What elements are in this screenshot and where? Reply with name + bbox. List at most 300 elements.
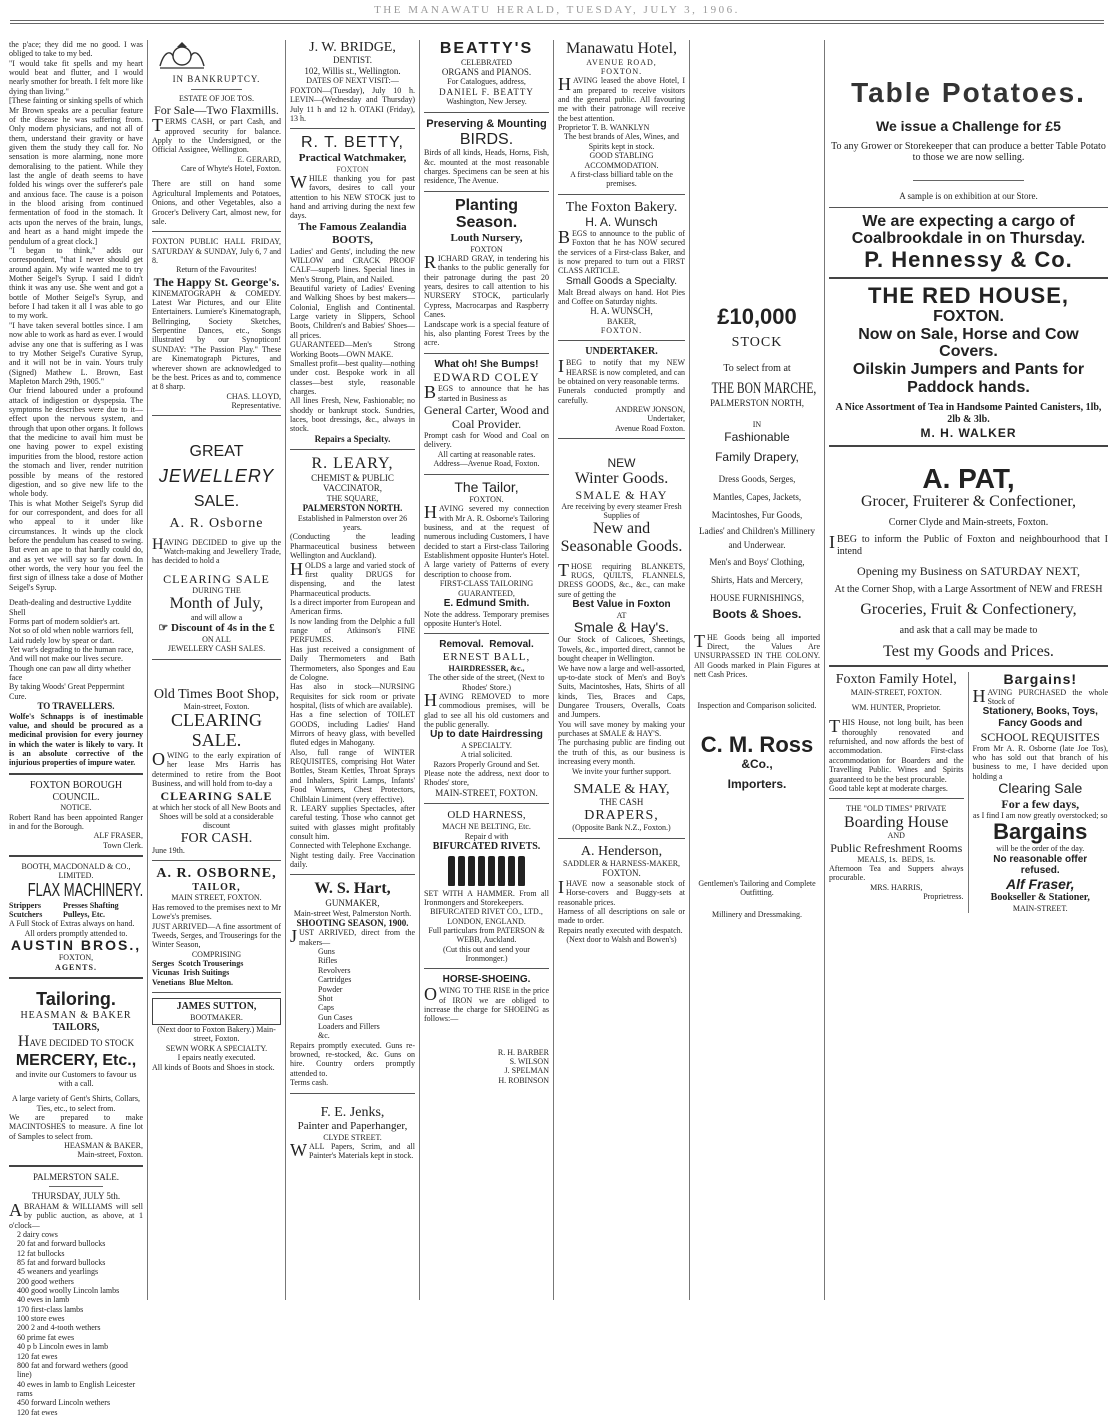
list-item: 120 fat ewes bbox=[17, 1351, 58, 1361]
ad-text: Established in Palmerston over 26 years. bbox=[297, 513, 408, 533]
ad-text: BOOTMAKER. bbox=[190, 1012, 243, 1022]
ad-text: A large variety of Gent's Shirts, Collars, Ties, etc., to select from. bbox=[12, 1094, 140, 1113]
bottom-ads bbox=[829, 672, 1108, 913]
ad-heading: THURSDAY, JULY 5th. bbox=[31, 1191, 121, 1202]
column-6 bbox=[690, 40, 825, 1300]
ad-text: June 19th. bbox=[152, 846, 185, 856]
signature: HEASMAN & BAKER, bbox=[64, 1141, 143, 1151]
verse-line: Not so of old when noble warriors fell, bbox=[9, 626, 134, 636]
article-text: This is what Mother Seigel's Syrup did for our correspondent, and does for all who appeal to it under like circumstances. It winds up the clock before the pendulum has ceased to swing. But even an ape to that hardly could do, and as yet we will say so far down. In other words, the very hour you feel the first sign of illness take a dose of Mother Seigel's Syrup. bbox=[9, 498, 143, 592]
ad-text: JUST ARRIVED, direct from the makers— bbox=[290, 926, 415, 947]
divider bbox=[829, 207, 1108, 208]
signature: ALF FRASER, bbox=[93, 831, 143, 841]
ad-title: A. PAT, bbox=[922, 462, 1015, 494]
ad-text: MACH NE BELTING, Etc. bbox=[442, 822, 531, 832]
ad-text: THIS House, not long built, has been thoroughly renovated and refurnished, and now affords the best of accommodation. First-class accommodation for Boarders and the Travelling Public. Wines and Spirits guaranteed to be the best procurable. bbox=[829, 716, 964, 784]
list-item: 40 p b Lincoln ewes in lamb bbox=[17, 1342, 109, 1352]
ad-text: and will allow a bbox=[190, 612, 243, 622]
ad-heading: NOTICE. bbox=[60, 803, 92, 813]
ad-title: Month of July, bbox=[169, 595, 264, 613]
article-text: Our friend laboured under a profound attack of indigestion or dyspepsia. The symptoms he describes were due to it—effect upon the nervous system, and through that upon other organs. It follows that the medicine to avail him must be one having power to expel existing impurities from the blood, restore action the stomach and liver, render nutrition possible by means of the restored digestion, and so give new life to the whole body. bbox=[9, 386, 143, 499]
list-item: 100 store ewes bbox=[17, 1314, 65, 1324]
ad-heading: SHOOTING SEASON, 1900. bbox=[296, 917, 409, 928]
list-item: 2 dairy cows bbox=[17, 1229, 58, 1239]
ad-heading: HAIRDRESSER, &c., bbox=[448, 663, 525, 673]
ad-text: Razors Properly Ground and Set. bbox=[433, 759, 540, 769]
ad-heading: TAILOR, bbox=[192, 881, 241, 893]
ad-text: (Opposite Bank N.Z., Foxton.) bbox=[572, 823, 671, 833]
ad-title: MERCERY, Etc., bbox=[15, 1051, 137, 1069]
divider bbox=[829, 445, 1108, 447]
ad-text: HAVING leased the above Hotel, I am prepared to receive visitors and the general public. All favouring me with their patronage will receive the best attention. bbox=[558, 74, 685, 123]
ad-title: New and Seasonable Goods. bbox=[560, 520, 683, 556]
divider bbox=[49, 1186, 103, 1187]
divider bbox=[290, 449, 415, 450]
signature: E. GERARD, bbox=[237, 154, 281, 164]
ad-title: For Sale—Two Flaxmills. bbox=[154, 103, 279, 118]
ad-text: (Cut this out and send your Ironmonger.) bbox=[443, 944, 530, 964]
list-item: 40 ewes in lamb to English Leicester rams bbox=[17, 1379, 136, 1398]
ad-heading: BOOTH, MACDONALD & CO., LIMITED. bbox=[21, 862, 131, 881]
ad-text: Has just received a consignment of Daily Thermometers and Bath Thermometers, also Sponges and Eau de Cologne. bbox=[290, 644, 415, 682]
divider bbox=[9, 855, 143, 857]
ad-text: FOXTON bbox=[470, 244, 503, 254]
signature: Town Clerk. bbox=[103, 840, 143, 850]
ad-text: HOLDS a large and varied stock of first quality DRUGS for dispensing, and the latest Pharmaceutical products. bbox=[290, 558, 415, 598]
divider bbox=[152, 415, 281, 416]
ad-title: £10,000 bbox=[717, 304, 797, 329]
column-2 bbox=[148, 40, 286, 1300]
list-item: 20 fat and forward bullocks bbox=[17, 1239, 106, 1249]
ad-title: HORSE-SHOEING. bbox=[442, 974, 531, 986]
ad-heading bbox=[9, 881, 143, 901]
ad-text: SEWN WORK A SPECIALTY. bbox=[165, 1043, 268, 1053]
ad-text: We are prepared to make MACINTOSHES to measure. A fine lot of Samples to select from. bbox=[9, 1112, 143, 1141]
ad-text: FOXTON. bbox=[602, 868, 641, 879]
list-item: Ladies' and Children's Millinery and Underwear. bbox=[699, 525, 815, 551]
ad-row bbox=[9, 901, 143, 920]
ad-text: Address—Avenue Road, Foxton. bbox=[433, 459, 540, 469]
divider bbox=[152, 659, 281, 660]
signature: Undertaker, bbox=[647, 414, 685, 424]
ad-text: The purchasing public are finding out the truth of this, as our business is increasing every month. bbox=[558, 738, 685, 767]
ad-title: R. LEARY, bbox=[311, 455, 394, 473]
ad-text: THE CASH bbox=[599, 797, 644, 808]
ad-title: Opening my Business on SATURDAY NEXT, bbox=[857, 563, 1080, 578]
column-1 bbox=[5, 40, 148, 1417]
ad-text: Malt Bread always on hand. Hot Pies and Coffee on Saturday nights. bbox=[558, 287, 685, 306]
ad-text: RICHARD GRAY, in tendering his thanks to the public generally for their patronage during the past 20 years, desires to call attention to his NURSERY STOCK, particularly Cypress, Macrocarpas and Raspberry Canes. bbox=[424, 252, 549, 320]
ad-text: Robert Rand has been appointed Ranger in and for the Borough. bbox=[9, 812, 143, 831]
royal-crest-icon bbox=[152, 40, 212, 70]
ad-title: For a few days, bbox=[1001, 796, 1080, 811]
ad-text: Has a fine selection of TOILET GOODS, including Ladies' Hand Mirrors of heavy glass, with bevelled fluted edges in Mahogany. bbox=[290, 710, 415, 748]
ad-title: NEW bbox=[607, 456, 636, 471]
ad-title: THE BON MARCHE, bbox=[711, 380, 817, 398]
ad-title: Bargains! bbox=[1003, 671, 1078, 688]
ad-heading: ORGANS and PIANOS. bbox=[441, 66, 532, 77]
ad-text: (Conducting the leading Pharmaceutical business between Wellington and Auckland). bbox=[290, 532, 415, 561]
ad-text: There are still on hand some Agricultural Implements and Potatoes, Onions, and other Vegetables, also a Grocer's Delivery Cart, almost new, for sale. bbox=[152, 179, 281, 226]
ad-text: Good table kept at moderate charges. bbox=[829, 783, 948, 793]
ad-title: GREAT bbox=[189, 443, 244, 461]
ad-heading: ESTATE OF JOE TOS. bbox=[178, 93, 255, 103]
spacer bbox=[694, 40, 820, 305]
list-item: 120 fat ewes bbox=[17, 1407, 58, 1417]
ad-title: C. M. Ross bbox=[700, 731, 814, 757]
ad-title: A. R. OSBORNE, bbox=[156, 866, 277, 882]
signature: MRS. HARRIS, bbox=[870, 882, 923, 892]
spacer bbox=[694, 791, 820, 813]
ad-title: FOXTON. bbox=[933, 308, 1004, 326]
ad-text: MAIN-STREET. bbox=[1012, 903, 1068, 913]
ad-title: Now on Sale, Horse and Cow Covers. bbox=[858, 325, 1079, 361]
ad-text: Beautiful variety of Ladies' Evening and Walking Shoes by best makers—Colonial, English and Continental. Large variety in Slippers, School Boots, Children's and Babies' Shoes—all prices. bbox=[290, 283, 415, 340]
ad-title: FOR CASH. bbox=[180, 830, 253, 846]
ad-text: All orders promptly attended to. bbox=[24, 928, 128, 938]
ad-text: GOOD STABLING ACCOMMODATION. bbox=[584, 151, 659, 170]
ad-text: R. LEARY supplies Spectacles, after careful testing. Those who cannot get suited with glasses might profitably consult him. bbox=[290, 803, 415, 841]
ad-title: Removal. Removal. bbox=[439, 639, 534, 651]
verse-line: Laid rudely low by spear or dart. bbox=[9, 635, 115, 645]
ad-text: JUST ARRIVED—A fine assortment of Tweeds, Serges, and Trouserings for the Winter Season, bbox=[152, 921, 281, 950]
masthead bbox=[0, 4, 1114, 38]
ad-text: HAVING PURCHASED the whole Stock of bbox=[972, 685, 1108, 706]
ad-text: Afternoon Tea and Suppers always procurable. bbox=[829, 863, 964, 883]
ad-text: MAIN-STREET, FOXTON. bbox=[850, 687, 942, 697]
list-item: Guns bbox=[318, 947, 335, 957]
list-item: Revolvers bbox=[318, 965, 351, 975]
list-item: Gun Cases bbox=[318, 1012, 353, 1022]
ad-title: DRAPERS, bbox=[584, 807, 659, 823]
signature: Care of Whyte's Hotel, Foxton. bbox=[181, 164, 281, 174]
ad-title: F. E. Jenks, bbox=[320, 1104, 385, 1120]
ad-box bbox=[152, 998, 281, 1025]
ad-heading: Repairs a Specialty. bbox=[314, 433, 391, 444]
ad-text: Connected with Telephone Exchange. bbox=[290, 841, 412, 851]
list-item: 45 weaners and yearlings bbox=[17, 1267, 99, 1277]
ad-text: Is a direct importer from European and American firms. bbox=[290, 597, 415, 617]
ad-text: Gentlemen's Tailoring and Complete Outfitting. bbox=[698, 879, 816, 898]
ad-title: Preserving & Mounting bbox=[426, 117, 547, 130]
divider bbox=[558, 340, 685, 341]
ad-text: The other side of the street, (Next to Rhodes' Store.) bbox=[428, 673, 545, 692]
ad-title: BIRDS. bbox=[459, 130, 514, 148]
ad-text: (Next door to Foxton Bakery.) Main-street, Foxton. bbox=[157, 1025, 276, 1044]
ad-text: Wolfe's Schnapps is of inestimable value, and should be procured as a medicinal provision for every journey in which the water is likely to vary. It is an absolute corrective of the injurious properties of impure water. bbox=[9, 711, 143, 768]
spacer bbox=[829, 452, 1108, 464]
ad-text: For Catalogues, address, bbox=[447, 77, 526, 87]
ad-title: STOCK bbox=[731, 335, 783, 351]
ad-title: The Happy St. George's. bbox=[153, 274, 280, 289]
ad-text: IN bbox=[752, 420, 762, 430]
ad-text: Serges Scotch Trouserings Vicunas Irish Suitings Venetians Blue Melton. bbox=[152, 958, 244, 987]
divider bbox=[152, 860, 281, 861]
column-7 bbox=[825, 40, 1112, 1300]
signature: Proprietress. bbox=[923, 892, 964, 902]
spacer bbox=[694, 711, 820, 733]
ad-text: DATES OF NEXT VISIT:— bbox=[306, 76, 399, 86]
ad-title: CLEARING SALE bbox=[160, 788, 273, 803]
ad-heading: TAILORS, bbox=[52, 1021, 100, 1033]
ad-title: Tailoring. bbox=[36, 989, 116, 1010]
ad-text: At the Corner Shop, with a Large Assortment of NEW and FRESH bbox=[834, 583, 1103, 595]
spacer bbox=[694, 351, 820, 363]
spacer bbox=[424, 1036, 549, 1048]
ad-text: and invite our Customers to favour us with a call. bbox=[15, 1069, 137, 1088]
ad-text: Smallest profit—best quality—nothing under cost. Bespoke work in all classes—best style, reasonable charges. bbox=[290, 358, 415, 396]
ad-text: BEGS to announce to the public of Foxton that he has NOW secured the services of a First-class Baker, and is now prepared to turn out a FIRST CLASS ARTICLE. bbox=[558, 227, 685, 276]
ad-title: SMALE & HAY, bbox=[573, 781, 670, 797]
spacer bbox=[694, 621, 820, 633]
list-item: 450 forward Lincoln wethers bbox=[17, 1398, 111, 1408]
ad-title: THE RED HOUSE, bbox=[867, 283, 1070, 309]
ad-text: WHILE thanking you for past favors, desires to call your attention to his NEW STOCK just to hand and arriving during the next few days. bbox=[290, 172, 415, 221]
list-item: 12 fat bullocks bbox=[17, 1248, 65, 1258]
ad-heading: CHEMIST & PUBLIC VACCINATOR, bbox=[311, 472, 394, 494]
ad-text: Millinery and Dressmaking. bbox=[712, 909, 802, 919]
ad-title: J. W. BRIDGE, bbox=[309, 40, 396, 55]
ad-text: FOXTON. bbox=[600, 66, 643, 76]
list-item: Loaders and Fillers bbox=[318, 1021, 380, 1031]
divider bbox=[9, 1165, 143, 1167]
ad-title: We issue a Challenge for £5 bbox=[876, 118, 1061, 135]
article-text: [These fainting or sinking spells of which Mr Brown speaks are a peculiar feature of the disease he was suffering from. Only modern physicians, and not all of them, understand their gravity or have given them the study they call for. No sensation is more alarming, none more demoralising to the patient. While they last the angle of death seems to have folded his wings over the sufferer's pale and anxious face. The cause is a poison in the blood arising from continued fermentation of food in the stomach. It acts upon the nerves of the brain, lungs, and heart as a hand might impede the pendulum of a great clock.] bbox=[9, 96, 143, 246]
list-item: 40 ewes in lamb bbox=[17, 1295, 70, 1305]
ad-text: Prompt cash for Wood and Coal on delivery. bbox=[424, 431, 549, 450]
ad-title: Up to date Hairdressing bbox=[430, 729, 543, 741]
ad-heading: DENTIST. bbox=[332, 55, 373, 66]
verse-line: Forms part of modern soldier's art. bbox=[9, 616, 120, 626]
ad-text: From Mr A. R. Osborne (late Joe Tos), who has sold out that branch of his business to me, I have decided upon holding a bbox=[972, 743, 1108, 781]
list-item: Rifles bbox=[318, 956, 338, 966]
ad-title: OLD HARNESS, bbox=[447, 809, 526, 822]
ad-title: Old Times Boot Shop, bbox=[153, 686, 280, 702]
item-list bbox=[694, 470, 820, 607]
signature: Main-street, Foxton. bbox=[77, 1150, 143, 1160]
ad-text: THE "OLD TIMES" PRIVATE bbox=[846, 804, 947, 814]
ad-heading: FOXTON BOROUGH COUNCIL. bbox=[29, 779, 123, 803]
ad-text: AGENTS. bbox=[55, 962, 97, 972]
ad-text: FOXTON—(Tuesday), July 10 h. LEVIN—(Wednesday and Thursday) July 11 h and 12 h. OTAKI (Friday), 13 h. bbox=[290, 85, 415, 123]
list-item: Shot bbox=[318, 993, 333, 1003]
ad-text: Terms cash. bbox=[290, 1078, 329, 1088]
ad-title: Clearing Sale bbox=[998, 780, 1083, 797]
ad-text: BAKER, bbox=[606, 316, 637, 326]
list-item: Macintoshes, Fur Goods, bbox=[711, 509, 803, 520]
ad-text: GUARANTEED—Men's Strong Working Boots—OWN MAKE. bbox=[290, 340, 415, 359]
ad-heading: Bookseller & Stationer, bbox=[990, 892, 1090, 904]
list-item: 800 fat and forward wethers (good line) bbox=[17, 1360, 128, 1380]
ad-text: We invite your further support. bbox=[571, 766, 672, 776]
spacer bbox=[694, 857, 820, 879]
ad-title: Winter Goods. bbox=[574, 470, 669, 488]
divider bbox=[558, 438, 685, 439]
ad-title: Grocer, Fruiterer & Confectioner, bbox=[860, 493, 1077, 510]
ad-title: A. R. Osborne bbox=[169, 516, 264, 532]
ad-heading: Small Goods a Specialty. bbox=[566, 275, 677, 287]
list-item: 170 first-class lambs bbox=[17, 1304, 84, 1314]
ad-title: E. Edmund Smith. bbox=[443, 597, 530, 609]
ad-text: CLYDE STREET. bbox=[323, 1132, 382, 1142]
ad-text: Note the address. Temporary premises opposite Hunter's Hotel. bbox=[424, 609, 549, 628]
ad-title: A. Henderson, bbox=[580, 843, 663, 859]
ad-text: KINEMATOGRAPH & COMEDY. Latest War Pictures, and our Elite Entertainers. Lumiere's Kinematograph, Bellringing, Society Sketches, Serpentine Dances, etc., Songs illustrated by our Synopticon! SUNDAY: "The Passion Play." These are Kinematograph Pictures, and wherever shown are acknowledged to be the best. Prices as and to, commence at 8 sharp. bbox=[152, 288, 281, 392]
ad-text: Harness of all descriptions on sale or made to order. bbox=[558, 906, 685, 926]
divider bbox=[424, 191, 549, 192]
ad-heading: IN BANKRUPTCY. bbox=[172, 74, 261, 85]
ad-title: Table Potatoes. bbox=[851, 77, 1086, 108]
ad-text: Ladies' and Gents', including the new WILLOW and CRACK PROOF CALF—superb lines. Special lines in Men's Strong, Plain, and Nailed. bbox=[290, 246, 415, 284]
divider bbox=[290, 128, 415, 129]
ad-text: CELEBRATED bbox=[460, 57, 513, 67]
ad-title: Planting Season. bbox=[454, 196, 519, 232]
ad-title: Best Value in Foxton bbox=[572, 599, 671, 611]
ad-heading: Practical Watchmaker, bbox=[298, 151, 407, 164]
column-4 bbox=[420, 40, 554, 1300]
list-item: Men's and Boys' Clothing, bbox=[709, 556, 805, 567]
list-item: Dress Goods, Serges, bbox=[718, 473, 796, 484]
ad-text: To select from at bbox=[723, 362, 791, 374]
ad-heading: FIRST-CLASS TAILORING GUARANTEED, bbox=[439, 579, 534, 598]
ad-text: A first-class billiard table on the premises. bbox=[570, 169, 673, 189]
divider bbox=[290, 1093, 415, 1094]
ad-heading: H. A. WUNSCH, bbox=[590, 306, 653, 317]
ad-title: &Co., bbox=[741, 756, 773, 771]
ad-text: HAVING DECIDED to give up the Watch-making and Jewellery Trade, has decided to hold a bbox=[152, 535, 281, 566]
ad-text: You will save money by making your purchases at SMALE & HAY'S. bbox=[558, 719, 685, 739]
ad-title: General Carter, Wood and Coal Provider. bbox=[424, 403, 549, 432]
ad-text: Corner Clyde and Main-streets, Foxton. bbox=[888, 516, 1049, 528]
ad-heading: SADDLER & HARNESS-MAKER, bbox=[562, 858, 681, 868]
spacer bbox=[694, 835, 820, 857]
ad-title: SALE. bbox=[193, 492, 240, 510]
spacer bbox=[694, 679, 820, 701]
ad-title: Oilskin Jumpers and Pants for Paddock hands. bbox=[852, 361, 1085, 396]
ad-title: UNDERTAKER. bbox=[585, 346, 658, 358]
ad-title: CLEARING SALE bbox=[163, 571, 270, 586]
ad-text: FOXTON bbox=[336, 164, 369, 174]
item-list bbox=[290, 947, 415, 1041]
spacer bbox=[694, 813, 820, 835]
ad-title: M. H. WALKER bbox=[920, 425, 1017, 440]
ad-text: Has also in stock—NURSING Requisites for sick room or private hospital, (lists of which are available). bbox=[290, 682, 415, 710]
ad-title: The Tailor, bbox=[454, 478, 519, 495]
ad-text: Strippers Scutchers bbox=[9, 900, 43, 919]
divider bbox=[829, 798, 964, 799]
ad-title: Family Drapery, bbox=[715, 449, 799, 464]
ad-text: Presses Shafting Pulleys, Etc. bbox=[63, 900, 119, 919]
verse-line: Death-dealing and destructive Lyddite Shell bbox=[9, 598, 132, 617]
list-item: Mantles, Capes, Jackets, bbox=[712, 491, 802, 502]
ad-title: ERNEST BALL, bbox=[442, 650, 531, 663]
ad-text: Repair d with bbox=[464, 831, 509, 841]
verse-line: And will not make our lives secure. bbox=[9, 654, 123, 664]
signature: Avenue Road Foxton. bbox=[615, 423, 685, 433]
ad-text: BIFURCATED RIVET CO., LTD., LONDON, ENGLAND. bbox=[430, 907, 543, 926]
ad-text: Washington, New Jersey. bbox=[446, 97, 527, 107]
ad-text: PALMERSTON NORTH, bbox=[710, 397, 804, 408]
verse bbox=[9, 598, 143, 701]
divider bbox=[829, 665, 1108, 667]
divider bbox=[9, 977, 143, 979]
ad-text: Inspection and Comparison solicited. bbox=[697, 701, 817, 711]
column-5 bbox=[554, 40, 690, 1300]
ad-title: SMALE & HAY bbox=[575, 487, 668, 502]
list-item: 200 2 and 4-tooth wethers bbox=[17, 1323, 101, 1333]
ad-text: COMPRISING bbox=[191, 949, 242, 959]
ad-heading: PALMERSTON NORTH. bbox=[302, 503, 403, 514]
list-item: 60 prime fat ewes bbox=[17, 1332, 75, 1342]
ad-text: IBEG to notify that my NEW HEARSE is now completed, and can be obtained on very reasonable terms. bbox=[558, 356, 685, 386]
ad-text: A trial solicited. bbox=[460, 750, 513, 760]
ad-heading: TO TRAVELLERS. bbox=[37, 701, 115, 712]
ad-title bbox=[152, 622, 281, 635]
ad-title: Groceries, Fruit & Confectionery, bbox=[860, 601, 1077, 619]
ad-text: A large variety of Patterns of every description to choose from. bbox=[424, 560, 549, 579]
article-text: "I have taken several bottles since. I am now able to work as hard as ever. I would advise any one that is suffering as I was to try Mother Seigel's Curative Syrup, and it will not be in vain. Yours truly (Signed) Mathew L. Brown, East Mapleton March 29th, 1905." bbox=[9, 320, 143, 386]
ad-text: (Next door to Walsh and Bowen's) bbox=[566, 934, 677, 944]
divider bbox=[424, 112, 549, 113]
ad-text: OWING TO THE RISE in the price of IRON we are obliged to increase the charge for SHOEING as follows:— bbox=[424, 984, 549, 1024]
list-item: 85 fat and forward bullocks bbox=[17, 1257, 106, 1267]
divider bbox=[558, 194, 685, 195]
ad-title: Alf Fraser, bbox=[1006, 875, 1075, 892]
ad-text: A sample is on exhibition at our Store. bbox=[899, 191, 1038, 202]
ad-heading: DANIEL F. BEATTY bbox=[439, 86, 534, 97]
list-item: Shirts, Hats and Mercery, bbox=[711, 574, 803, 585]
ad-text: AVE DECIDED TO STOCK bbox=[29, 1038, 135, 1049]
ad-text: The best brands of Ales, Wines, and Spirits kept in stock. bbox=[563, 132, 680, 151]
rivet-illustration-icon bbox=[424, 856, 549, 886]
ad-title: Stationery, Books, Toys, Fancy Goods and bbox=[982, 706, 1098, 730]
spacer bbox=[152, 421, 281, 443]
spacer bbox=[829, 164, 1108, 176]
ad-text: THE Goods being all imported Direct, the Values Are UNSURPASSED IN THE COLONY. All Goods marked in Plain Figures at nett Cash Prices. bbox=[694, 630, 820, 680]
ad-text: and ask that a call may be made to bbox=[899, 624, 1038, 636]
ad-text: Funerals conducted promptly and carefully. bbox=[558, 386, 685, 405]
ad-text: JEWELLERY CASH SALES. bbox=[167, 644, 266, 654]
masthead-rule-2 bbox=[10, 23, 1104, 24]
spacer bbox=[694, 408, 820, 420]
ad-title: Smale & Hay's. bbox=[573, 619, 670, 636]
ad-title: Public Refreshment Rooms bbox=[830, 840, 963, 855]
signature: CHAS. LLOYD, bbox=[226, 391, 281, 401]
spacer bbox=[694, 898, 820, 910]
ad-title: Manawatu Hotel, bbox=[565, 40, 678, 57]
ad-title: Fashionable bbox=[724, 429, 790, 444]
ad-title: R. T. BETTY, bbox=[301, 134, 404, 152]
ad-text: AND bbox=[887, 831, 905, 841]
spacer bbox=[558, 444, 685, 456]
signature: Representative. bbox=[231, 401, 281, 410]
ad-text: at which her stock of all New Boots and Shoes will be sold at a considerable discount bbox=[152, 802, 281, 831]
ad-text: Birds of all kinds, Heads, Horns, Fish, &c. mounted at the most reasonable charges. Specimens can be seen at his residence, The Avenue. bbox=[424, 148, 549, 186]
ad-text: FOXTON, bbox=[58, 953, 94, 963]
ad-title: Boarding House bbox=[844, 813, 949, 831]
ad-title: BIFURCATED RIVETS. bbox=[432, 840, 541, 852]
verse-line: Yet war's degrading to the human race, bbox=[9, 645, 134, 654]
ad-text: All lines Fresh, New, Fashionable; no shoddy or bankrupt stock. Sundries, laces, boot dressings, &c., always in stock. bbox=[290, 396, 415, 434]
signature: ANDREW JONSON, bbox=[615, 404, 685, 414]
bookseller-column bbox=[969, 672, 1109, 913]
ad-title: AUSTIN BROS., bbox=[10, 936, 142, 953]
ad-title: No reasonable offer refused. bbox=[993, 853, 1088, 877]
ad-text: Main-street West, Palmerston North. bbox=[293, 908, 412, 918]
ad-title: Test my Goods and Prices. bbox=[883, 642, 1054, 660]
ad-text: MEALS, 1s. BEDS, 1s. bbox=[857, 854, 936, 864]
list-item: Cartridges bbox=[318, 975, 352, 985]
